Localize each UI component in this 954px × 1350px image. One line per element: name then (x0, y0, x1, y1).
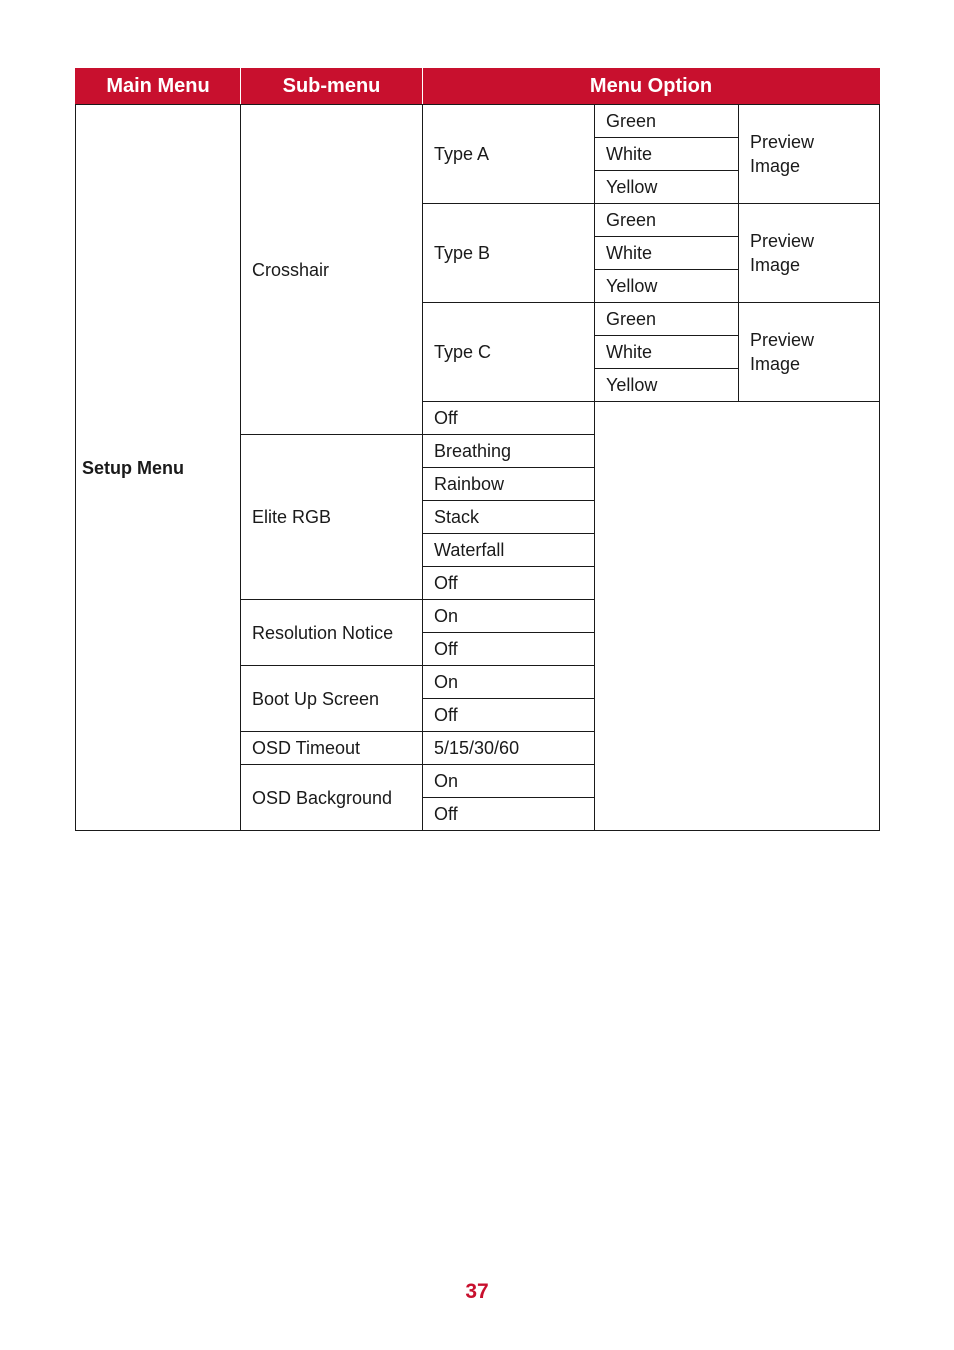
type-b-preview (739, 204, 880, 303)
submenu-elite-rgb: Elite RGB (241, 435, 423, 600)
header-sub-menu: Sub-menu (241, 68, 423, 105)
elite-rgb-off: Off (423, 567, 595, 600)
submenu-osd-background: OSD Background (241, 765, 423, 831)
type-b-color-green: Green (595, 204, 739, 237)
header-menu-option: Menu Option (423, 68, 880, 105)
elite-rgb-stack: Stack (423, 501, 595, 534)
resolution-notice-off: Off (423, 633, 595, 666)
submenu-osd-timeout: OSD Timeout (241, 732, 423, 765)
boot-up-screen-on: On (423, 666, 595, 699)
elite-rgb-waterfall: Waterfall (423, 534, 595, 567)
crosshair-type-b: Type B (423, 204, 595, 303)
header-row (76, 68, 880, 105)
type-b-color-white: White (595, 237, 739, 270)
preview-image-label: Preview Image (750, 132, 815, 176)
osd-background-on: On (423, 765, 595, 798)
type-c-color-white: White (595, 336, 739, 369)
type-a-color-green: Green (595, 105, 739, 138)
osd-timeout-values: 5/15/30/60 (423, 732, 595, 765)
crosshair-type-a: Type A (423, 105, 595, 204)
type-a-preview (739, 105, 880, 204)
submenu-crosshair: Crosshair (241, 105, 423, 435)
submenu-resolution-notice: Resolution Notice (241, 600, 423, 666)
type-c-color-green: Green (595, 303, 739, 336)
crosshair-type-c: Type C (423, 303, 595, 402)
type-a-color-yellow: Yellow (595, 171, 739, 204)
type-b-color-yellow: Yellow (595, 270, 739, 303)
type-c-color-yellow: Yellow (595, 369, 739, 402)
table-row (76, 105, 880, 138)
resolution-notice-on: On (423, 600, 595, 633)
preview-image-label: Preview Image (750, 330, 815, 374)
elite-rgb-rainbow: Rainbow (423, 468, 595, 501)
submenu-boot-up-screen: Boot Up Screen (241, 666, 423, 732)
empty-area (595, 402, 880, 831)
elite-rgb-breathing: Breathing (423, 435, 595, 468)
boot-up-screen-off: Off (423, 699, 595, 732)
crosshair-off: Off (423, 402, 595, 435)
main-menu-cell: Setup Menu (76, 105, 241, 831)
osd-background-off: Off (423, 798, 595, 831)
preview-image-label: Preview Image (750, 231, 815, 275)
menu-table (75, 68, 880, 831)
type-a-color-white: White (595, 138, 739, 171)
page-number: 37 (465, 1280, 489, 1303)
header-main-menu: Main Menu (76, 68, 241, 105)
type-c-preview (739, 303, 880, 402)
